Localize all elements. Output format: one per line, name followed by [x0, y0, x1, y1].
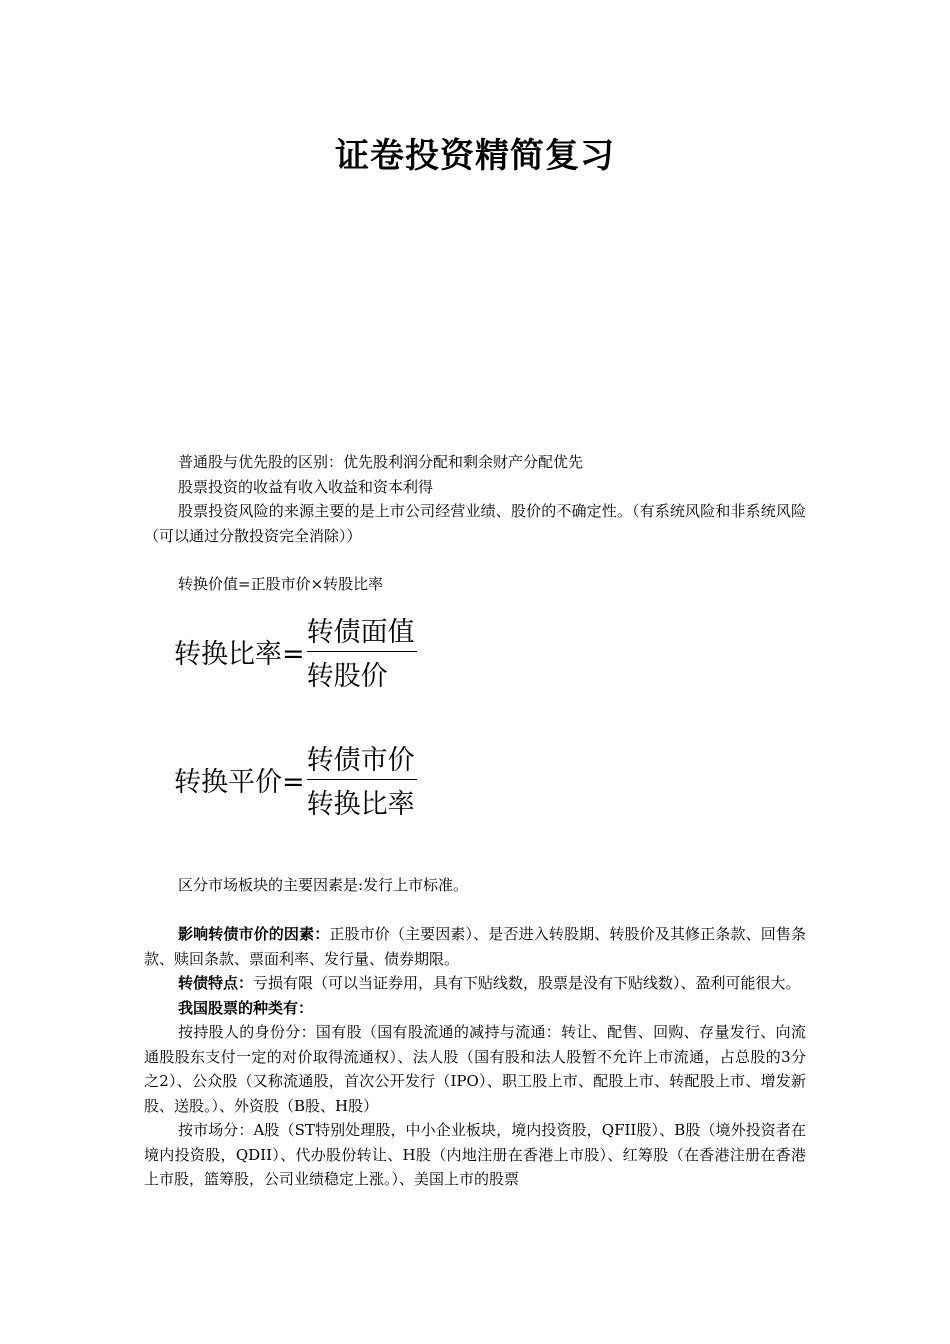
heading-inline: 转债特点： — [178, 974, 254, 992]
paragraph-convertible-price-factors — [144, 922, 806, 971]
fraction — [307, 738, 417, 821]
paragraph-preferred-vs-common: 普通股与优先股的区别：优先股利润分配和剩余财产分配优先 — [178, 453, 584, 471]
intro-section — [144, 450, 806, 597]
paragraph-text: 正股市价（主要因素）、是否进入转股期、转股价及其修正条款、回售条款、赎回条款、票面利率、发行量、债券期限。 — [144, 925, 806, 968]
paragraph-by-market: 按市场分：A股（ST特别处理股，中小企业板块，境内投资股，QFII股）、B股（境外投资者在境内投资股，QDII）、代办股份转让、H股（内地注册在香港上市股）、红筹股（在香港注册在香港上市股，篮筹股，公司业绩稳定上涨。）、美国上市的股票 — [144, 1121, 806, 1188]
fraction-denominator: 转股价 — [306, 661, 388, 692]
paragraph-market-board: 区分市场板块的主要因素是:发行上市标准。 — [178, 876, 469, 894]
paragraph-by-holder: 按持股人的身份分：国有股（国有股流通的减持与流通：转让、配售、回购、存量发行、向流通股股东支付一定的对价取得流通权）、法人股（国有股和法人股暂不允许上市流通，占总股的3分之2）、公众股（又称流通股，首次公开发行（IPO）、职工股上市、配股上市、转配股上市、增发新股、送股。）、外资股（B股、H股） — [144, 1023, 806, 1115]
paragraph-text: 亏损有限（可以当证券用，具有下贴线数，股票是没有下贴线数）、盈利可能很大。 — [253, 974, 801, 992]
paragraph-stock-risk: 股票投资风险的来源主要的是上市公司经营业绩、股价的不确定性。（有系统风险和非系统风险（可以通过分散投资完全消除）） — [144, 502, 806, 545]
convertible-section — [144, 922, 806, 1192]
paragraph-stock-returns: 股票投资的收益有收入收益和资本利得 — [178, 477, 434, 496]
fraction-numerator: 转债面值 — [307, 610, 417, 652]
formula-lhs: 转换平价= — [174, 767, 305, 798]
paragraph-convertible-features — [144, 971, 806, 996]
heading-inline: 影响转债市价的因素： — [178, 925, 330, 943]
heading-stock-types: 我国股票的种类有： — [178, 998, 314, 1017]
formula-lhs: 转换比率= — [174, 639, 305, 670]
fraction-denominator: 转换比率 — [306, 789, 415, 820]
formula-conversion-parity — [174, 738, 417, 821]
paragraph-conversion-value: 转换价值=正股市价×转股比率 — [178, 575, 384, 593]
formula-conversion-ratio — [174, 610, 417, 693]
market-section — [144, 873, 806, 898]
fraction-numerator: 转债市价 — [307, 738, 417, 780]
fraction — [307, 610, 417, 693]
document-title: 证卷投资精简复习 — [335, 136, 615, 176]
